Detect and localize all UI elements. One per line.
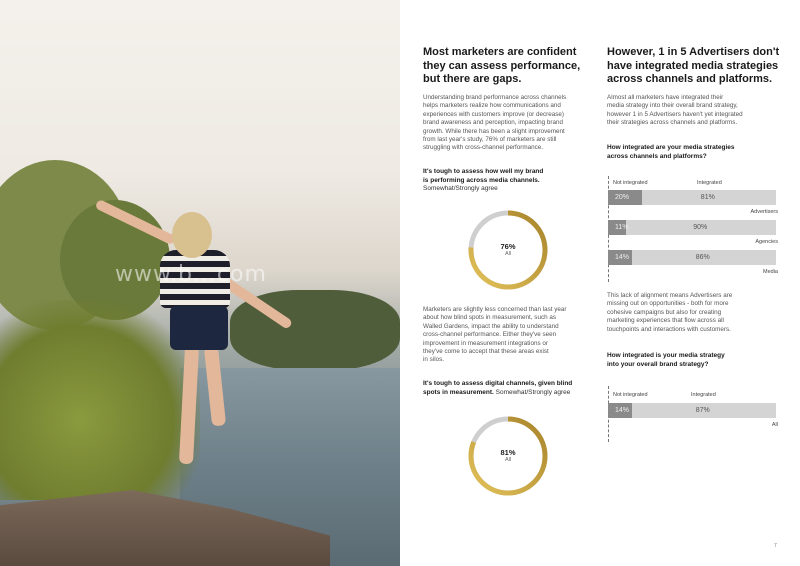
chart-2-int-caption: Integrated [691, 392, 716, 398]
donut-1-sub: All [504, 251, 512, 257]
right-mid-line: This lack of alignment means Advertisers are [607, 292, 733, 299]
watermark: www.b...com [115, 262, 267, 287]
bar-row-label: Media [763, 269, 778, 275]
left-intro-line: helps marketers realize how communications and [423, 102, 561, 110]
bar-int-label: 81% [700, 194, 715, 201]
left-intro [423, 94, 566, 153]
left-mid-line: in silos. [423, 356, 444, 364]
right-intro-line: Almost all marketers have integrated their [607, 94, 724, 101]
bar-int-label: 87% [695, 407, 710, 414]
right-heading [607, 46, 779, 87]
chart-1-title-line: across channels and platforms? [607, 152, 707, 160]
left-mid-line: Marketers are slightly less concerned than last year [423, 306, 567, 313]
left-heading-line: but there are gaps. [423, 73, 522, 85]
bar-track [608, 220, 776, 235]
right-intro-line: media strategy into their overall brand strategy, [607, 102, 738, 110]
left-intro-line: growth. While there has been a slight improvement [423, 127, 565, 135]
left-heading-line: they can assess performance, [423, 59, 581, 72]
right-intro-line: however 1 in 5 Advertisers haven't yet integrated [607, 110, 743, 118]
left-mid-line: about how blind spots in measurement, such as [423, 314, 557, 322]
right-mid-line: cohesive campaigns but also for creating [607, 308, 722, 316]
left-mid-line: Walled Gardens, impact the ability to understand [423, 322, 559, 330]
right-heading-line: However, 1 in 5 Advertisers don't [607, 46, 780, 58]
bar-not-label: 14% [615, 254, 630, 261]
person-shorts [170, 306, 228, 350]
chart-2-not-caption: Not integrated [613, 392, 648, 398]
question-1-bold: It's tough to assess how well my brand [423, 168, 544, 175]
question-2-bold: It's tough to assess digital channels, given blind [423, 380, 573, 387]
bar-int-label: 90% [693, 224, 708, 231]
left-heading-line: Most marketers are confident [423, 46, 577, 58]
bar-not-label: 11% [615, 224, 629, 231]
page-number: 7 [774, 543, 777, 549]
right-mid-line: missing out on opportunities - both for more [607, 300, 729, 308]
bar-track [608, 403, 776, 418]
question-2-bold: spots in measurement. [423, 388, 494, 396]
chart-1-title [607, 144, 735, 161]
left-intro-line: struggling with cross-channel performance. [423, 144, 544, 152]
left-mid-line: improvement in measurement integrations or [423, 339, 548, 347]
right-intro [607, 94, 743, 128]
question-1-bold: is performing across media channels. [423, 176, 540, 184]
donut-2-value: 81% [500, 448, 516, 457]
bar-track [608, 250, 776, 265]
right-mid-line: touchpoints and interactions with customers. [607, 325, 731, 333]
left-intro-line: from last year's study, 76% of marketers are still [423, 136, 557, 144]
right-heading-line: across channels and platforms. [607, 73, 773, 85]
left-intro-line: Understanding brand performance across channels [423, 94, 567, 101]
donut-2-label [466, 448, 550, 463]
question-2-sub: Somewhat/Strongly agree [495, 388, 571, 396]
bar-row-label: All [771, 422, 778, 428]
chart-2-title-line: into your overall brand strategy? [607, 360, 709, 368]
left-mid-text [423, 306, 567, 365]
right-mid-line: marketing experiences that flow across all [607, 317, 724, 325]
left-heading [423, 46, 580, 87]
donut-2-sub: All [504, 457, 512, 463]
left-intro-line: experiences with customers improve (or decrease) [423, 110, 565, 118]
question-2 [423, 380, 572, 397]
right-intro-line: their strategies across channels and platforms. [607, 119, 738, 127]
left-mid-line: they've come to accept that these areas exist [423, 348, 549, 356]
bar-row-label: Agencies [755, 239, 778, 245]
right-mid-text [607, 292, 732, 334]
question-1 [423, 168, 543, 194]
bar-not-label: 14% [615, 407, 630, 414]
bar-not-label: 20% [615, 194, 630, 201]
left-mid-line: cross-channel performance. Either they've seen [423, 331, 557, 339]
chart-2-title [607, 352, 725, 369]
bar-row-label: Advertisers [750, 209, 778, 215]
right-heading-line: have integrated media strategies [607, 59, 779, 72]
question-1-sub: Somewhat/Strongly agree [423, 185, 498, 192]
donut-1-label [466, 242, 550, 257]
chart-2-title-line: How integrated is your media strategy [607, 352, 725, 359]
chart-1-title-line: How integrated are your media strategies [607, 144, 735, 151]
bar-int-label: 86% [695, 254, 710, 261]
donut-1-value: 76% [500, 242, 516, 251]
chart-1-int-caption: Integrated [697, 180, 722, 186]
chart-1-not-caption: Not integrated [613, 180, 648, 186]
left-intro-line: brand awareness and perception, impacting brand [423, 119, 564, 127]
person-head [172, 212, 212, 258]
